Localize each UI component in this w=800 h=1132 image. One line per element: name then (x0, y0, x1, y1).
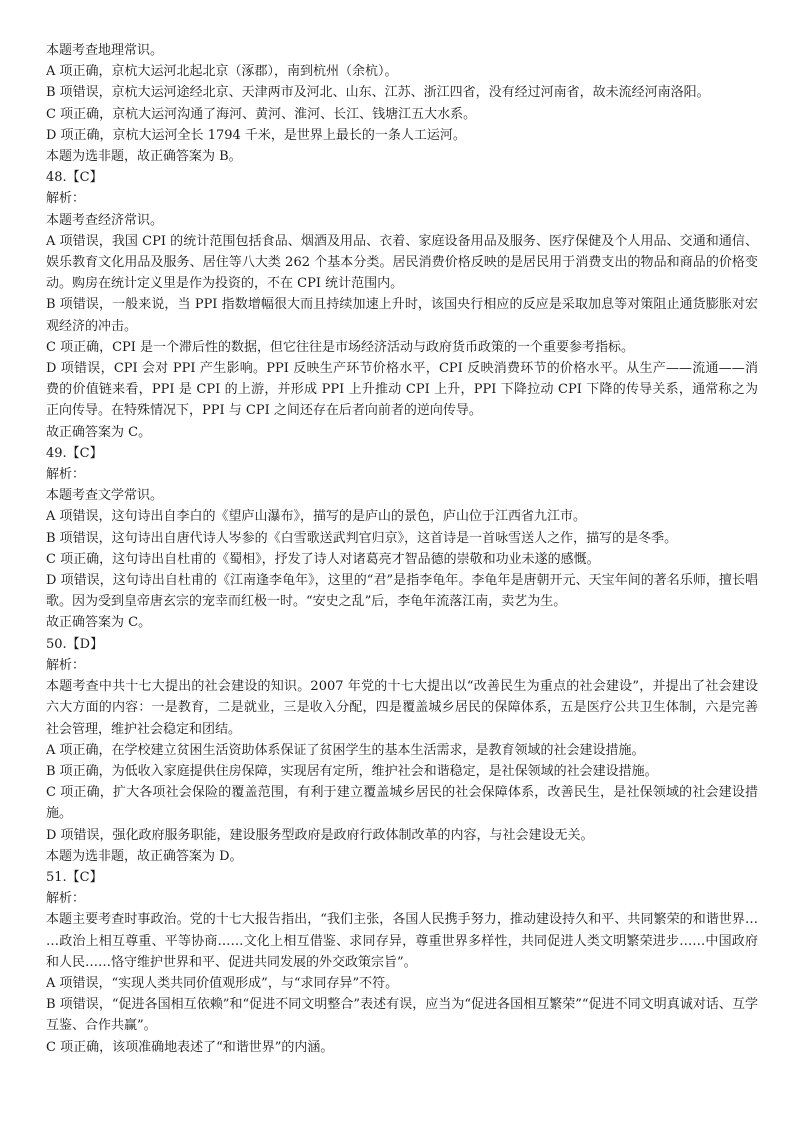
analysis-label: 解析： (46, 891, 86, 907)
answer-line: 本题为选非题，故正确答案为 B。 (46, 149, 242, 165)
document-page (46, 40, 758, 1058)
option-b-paragraph: B 项错误，京杭大运河途经北京、天津两市及河北、山东、江苏、浙江四省，没有经过河南省，故未流经河南洛阳。 (46, 85, 710, 101)
question-number: 48.【C】 (46, 170, 103, 186)
option-c-line: C 项正确，CPI 是一个滞后性的数据，但它往往是市场经济活动与政府货币政策的一个重要参考指标。 (46, 339, 635, 355)
option-d-paragraph: D 项错误，CPI 会对 PPI 产生影响。PPI 反映生产环节价格水平，CPI 反映消费环节的价格水平。从生产——流通——消费的价值链来看，PPI 是 CPI 的上游，并形成 PPI 上升推动 CPI 上升，PPI 下降拉动 CPI 下降的传导关系，通常称之为正向传导。在特殊情况下，PPI 与 CPI 之间还存在后者向前者的逆向传导。 (46, 361, 758, 419)
topic-paragraph: 本题主要考查时事政治。党的十七大报告指出，“我们主张，各国人民携手努力，推动建设持久和平、共同繁荣的和谐世界……政治上相互尊重、平等协商……文化上相互借鉴、求同存异，尊重世界多样性，共同促进人类文明繁荣进步……中国政府和人民……恪守维护世界和平、促进共同发展的外交政策宗旨”。 (46, 912, 758, 970)
option-c-paragraph: C 项正确，扩大各项社会保险的覆盖范围，有利于建立覆盖城乡居民的社会保障体系，改善民生，是社保领域的社会建设措施。 (46, 785, 758, 822)
option-a-line: A 项错误，“实现人类共同价值观形成”，与“求同存异”不符。 (46, 975, 399, 991)
option-c-line: C 项正确，该项准确地表述了“和谐世界”的内涵。 (46, 1039, 334, 1055)
topic-line: 本题考查文学常识。 (46, 488, 164, 504)
option-b-paragraph: B 项错误，一般来说，当 PPI 指数增幅很大而且持续加速上升时，该国央行相应的反应是采取加息等对策阻止通货膨胀对宏观经济的冲击。 (46, 297, 758, 334)
analysis-label: 解析： (46, 657, 86, 673)
option-d-line: D 项错误，强化政府服务职能，建设服务型政府是政府行政体制改革的内容，与社会建设无关。 (46, 827, 594, 843)
option-b-line: B 项正确，为低收入家庭提供住房保障，实现居有定所，维护社会和谐稳定，是社保领域的社会建设措施。 (46, 763, 658, 779)
answer-line: 故正确答案为 C。 (46, 424, 152, 440)
answer-line: 故正确答案为 C。 (46, 615, 152, 631)
option-a-line: A 项错误，这句诗出自李白的《望庐山瀑布》，描写的是庐山的景色，庐山位于江西省九江市。 (46, 509, 587, 525)
analysis-label: 解析： (46, 467, 86, 483)
topic-paragraph: 本题考查中共十七大提出的社会建设的知识。2007 年党的十七大提出以“改善民生为重点的社会建设”，并提出了社会建设六大方面的内容：一是教育，二是就业，三是收入分配，四是覆盖城乡居民的保障体系，五是医疗公共卫生体制，六是完善社会管理，维护社会稳定和团结。 (46, 679, 758, 737)
answer-line: 本题为选非题，故正确答案为 D。 (46, 848, 243, 864)
paragraph: 本题考查地理常识。 (46, 43, 164, 58)
option-d-paragraph: D 项错误，这句诗出自杜甫的《江南逢李龟年》，这里的“君”是指李龟年。李龟年是唐朝开元、天宝年间的著名乐师，擅长唱歌。因为受到皇帝唐玄宗的宠幸而红极一时。“安史之乱”后，李龟年流落江南，卖艺为生。 (46, 573, 758, 610)
option-b-paragraph: B 项错误，“促进各国相互依赖”和“促进不同文明整合”表述有误，应当为“促进各国相互繁荣”“促进不同文明真诚对话、互学互鉴、合作共赢”。 (46, 997, 758, 1034)
option-d-line: D 项正确，京杭大运河全长 1794 千米，是世界上最长的一条人工运河。 (46, 127, 466, 143)
question-number: 50.【D】 (46, 636, 104, 652)
option-a-paragraph: A 项错误，我国 CPI 的统计范围包括食品、烟酒及用品、衣着、家庭设备用品及服务、医疗保健及个人用品、交通和通信、娱乐教育文化用品及服务、居住等八大类 262 个基本分类。居民消费价格反映的是居民用于消费支出的物品和商品的价格变动。购房在统计定义里是作为投资的，不在 CPI 统计范围内。 (46, 233, 758, 292)
option-b-line: B 项错误，这句诗出自唐代诗人岑参的《白雪歌送武判官归京》，这首诗是一首咏雪送人之作，描写的是冬季。 (46, 530, 678, 546)
question-number: 49.【C】 (46, 445, 103, 461)
question-number: 51.【C】 (46, 869, 103, 885)
option-c-line: C 项正确，这句诗出自杜甫的《蜀相》，抒发了诗人对诸葛亮才智品德的崇敬和功业未遂的感慨。 (46, 551, 600, 567)
option-c-line: C 项正确，京杭大运河沟通了海河、黄河、淮河、长江、钱塘江五大水系。 (46, 106, 477, 122)
option-a-line: A 项正确，在学校建立贫困生活资助体系保证了贫困学生的基本生活需求，是教育领域的社会建设措施。 (46, 742, 645, 758)
analysis-label: 解析： (46, 191, 86, 207)
topic-line: 本题考查经济常识。 (46, 212, 164, 228)
option-a-line: A 项正确，京杭大运河北起北京（涿郡），南到杭州（余杭）。 (46, 64, 398, 80)
